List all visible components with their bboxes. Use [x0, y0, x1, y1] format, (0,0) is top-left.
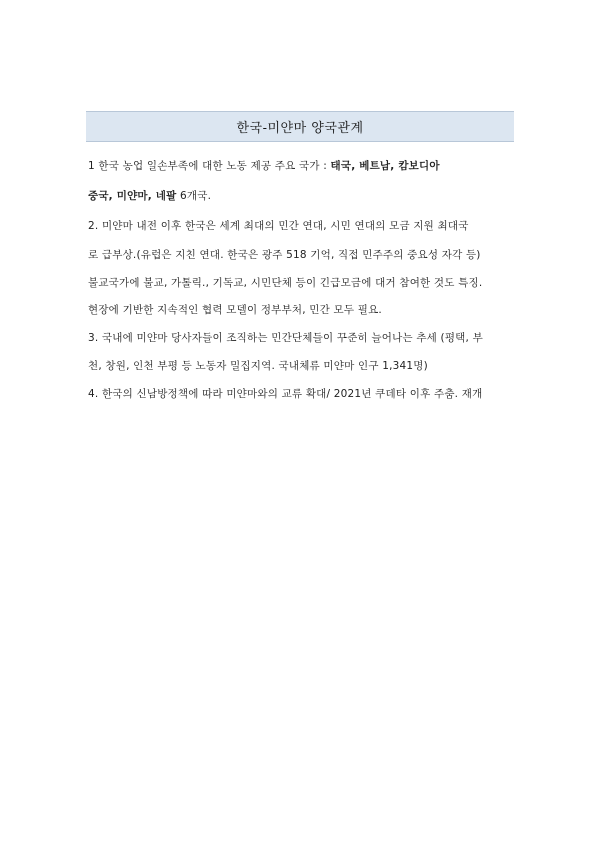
paragraph-1-line-2 — [88, 189, 211, 203]
paragraph-1-countries-b: 중국, 미얀마, 네팔 — [88, 190, 177, 202]
paragraph-1-line-2-text: 6개국. — [176, 190, 212, 202]
paragraph-1-line-1-text: 1 한국 농업 일손부족에 대한 노동 제공 주요 국가 : — [88, 160, 331, 172]
paragraph-1-countries-a: 태국, 베트남, 캄보디아 — [330, 160, 440, 172]
paragraph-2-line-1: 2. 미얀마 내전 이후 한국은 세계 최대의 민간 연대, 시민 연대의 모금 지원 최대국 — [88, 220, 469, 232]
paragraph-3-line-1: 3. 국내에 미얀마 당사자들이 조직하는 민간단체들이 꾸준히 늘어나는 추세 (평택, 부 — [88, 332, 483, 344]
paragraph-2-line-3: 불교국가에 불교, 가톨릭., 기독교, 시민단체 등이 긴급모금에 대거 참여한 것도 특징. — [88, 277, 483, 289]
title-bar — [86, 111, 514, 142]
paragraph-4-line-1: 4. 한국의 신남방정책에 따라 미얀마와의 교류 확대/ 2021년 쿠데타 이후 주춤. 재개 — [88, 388, 483, 400]
paragraph-1-line-1 — [88, 159, 440, 173]
paragraph-2-line-2: 로 급부상.(유럽은 지친 연대. 한국은 광주 518 기억, 직접 민주주의 중요성 자각 등) — [88, 249, 481, 261]
paragraph-3-line-2: 천, 창원, 인천 부평 등 노동자 밀집지역. 국내체류 미얀마 인구 1,341명) — [88, 360, 428, 372]
document-title: 한국-미얀마 양국관계 — [236, 121, 364, 136]
paragraph-2-line-4: 현장에 기반한 지속적인 협력 모델이 정부부처, 민간 모두 필요. — [88, 304, 382, 316]
